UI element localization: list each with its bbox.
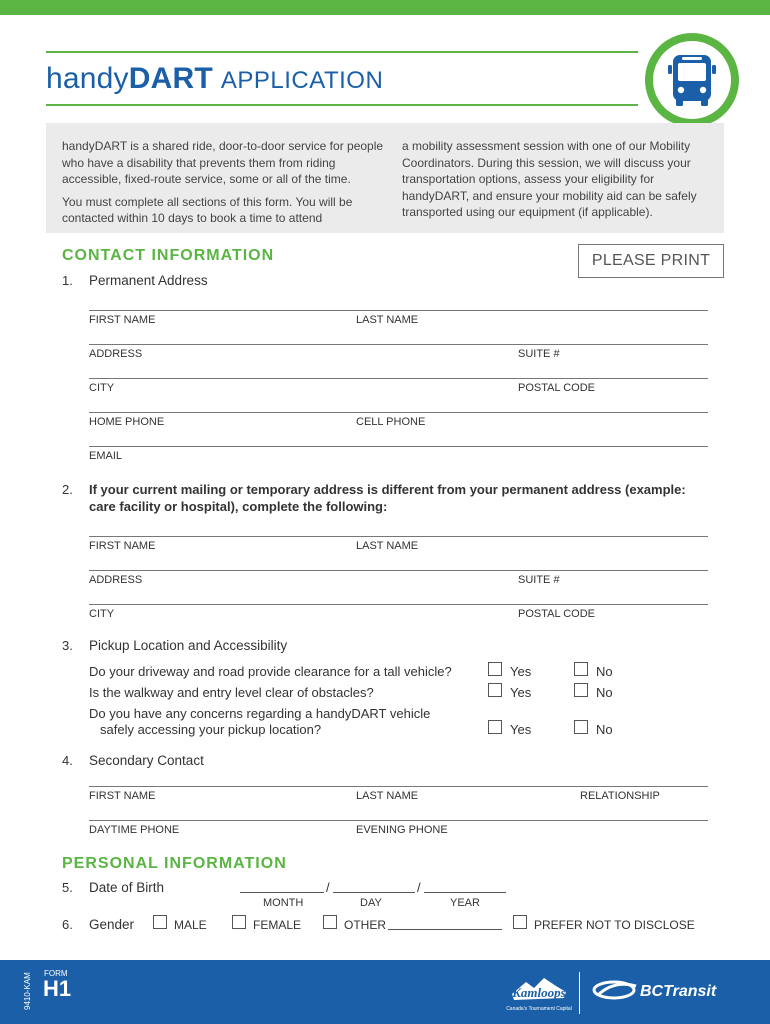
bus-icon xyxy=(653,41,731,119)
q1-suite-label: SUITE # xyxy=(518,348,560,360)
dob-month-field[interactable] xyxy=(240,892,324,893)
contact-heading: CONTACT INFORMATION xyxy=(62,247,275,264)
dob-slash-1: / xyxy=(326,880,330,895)
gender-male-checkbox[interactable] xyxy=(153,915,167,929)
q1-city-label: CITY xyxy=(89,382,115,394)
q1-email-label: EMAIL xyxy=(89,450,123,462)
intro-paragraph-3: a mobility assessment session with one of our Mobility Coordinators. During this session, we will discuss your transportation options, assess your eligibility for handyDART, and ensure your mobility aid can be safely transported using our equipment (if applicable). xyxy=(402,139,697,219)
q1-city-field[interactable] xyxy=(89,378,708,379)
bus-badge xyxy=(645,33,739,127)
q2-address-field[interactable] xyxy=(89,570,708,571)
gender-prefer-not-label: PREFER NOT TO DISCLOSE xyxy=(534,918,695,932)
kamloops-logo-text: Kamloops xyxy=(512,985,566,1000)
q2-city-field[interactable] xyxy=(89,604,708,605)
q3-clearance-yes-label: Yes xyxy=(510,664,532,679)
q2-city-label: CITY xyxy=(89,608,115,620)
q3-question-walkway: Is the walkway and entry level clear of obstacles? xyxy=(89,685,374,700)
q3-question-concerns-line1: Do you have any concerns regarding a handyDART vehicle xyxy=(89,706,431,721)
q3-title: Pickup Location and Accessibility xyxy=(89,638,288,653)
q2-title: If your current mailing or temporary address is different from your permanent address (example: care facility or hospital), complete the following: xyxy=(89,482,686,514)
kamloops-tagline: Canada's Tournament Capital xyxy=(506,1006,572,1012)
q2-address-label: ADDRESS xyxy=(89,574,143,586)
personal-heading: PERSONAL INFORMATION xyxy=(62,855,287,872)
title-brand-bold: DART xyxy=(128,62,213,95)
q3-walkway-yes-checkbox[interactable] xyxy=(488,683,502,697)
q4-evening-phone-label: EVENING PHONE xyxy=(356,824,448,836)
q3-walkway-yes-label: Yes xyxy=(510,685,532,700)
title-brand-light: handy xyxy=(46,62,129,95)
q3-concerns-no-checkbox[interactable] xyxy=(574,720,588,734)
q2-postal-label: POSTAL CODE xyxy=(518,608,596,620)
q1-phone-field[interactable] xyxy=(89,412,708,413)
gender-female-checkbox[interactable] xyxy=(232,915,246,929)
intro-left-column xyxy=(62,138,392,233)
q1-email-field[interactable] xyxy=(89,446,708,447)
q1-home-phone-label: HOME PHONE xyxy=(89,416,165,428)
bctransit-logo xyxy=(592,976,734,1006)
q2-first-name-label: FIRST NAME xyxy=(89,540,156,552)
q1-address-field[interactable] xyxy=(89,344,708,345)
gender-prefer-not-checkbox[interactable] xyxy=(513,915,527,929)
q6-number: 6. xyxy=(62,917,73,932)
q4-name-field[interactable] xyxy=(89,786,708,787)
gender-other-label: OTHER xyxy=(344,918,386,932)
q3-concerns-yes-label: Yes xyxy=(510,722,532,737)
q1-first-name-field[interactable] xyxy=(89,310,708,311)
q2-first-name-field[interactable] xyxy=(89,536,708,537)
dob-day-label: DAY xyxy=(360,897,382,909)
please-print-box: PLEASE PRINT xyxy=(578,244,724,278)
q4-title: Secondary Contact xyxy=(89,753,204,768)
bctransit-logo-text: BCTransit xyxy=(640,983,717,1000)
intro-paragraph-2: You must complete all sections of this form. You will be contacted within 10 days to book a time to attend xyxy=(62,194,353,225)
intro-box xyxy=(46,123,724,233)
gender-male-label: MALE xyxy=(174,918,207,932)
dob-slash-2: / xyxy=(417,880,421,895)
kamloops-logo xyxy=(504,972,574,1016)
q3-walkway-no-label: No xyxy=(596,685,613,700)
title-suffix: APPLICATION xyxy=(220,67,384,94)
q4-first-name-label: FIRST NAME xyxy=(89,790,156,802)
q5-number: 5. xyxy=(62,880,73,895)
q1-first-name-label: FIRST NAME xyxy=(89,314,156,326)
form-label: FORM xyxy=(44,969,68,978)
dob-year-field[interactable] xyxy=(424,892,506,893)
top-accent-bar xyxy=(0,0,770,15)
q2-last-name-label: LAST NAME xyxy=(356,540,419,552)
page-title xyxy=(46,62,383,96)
q1-cell-phone-label: CELL PHONE xyxy=(356,416,426,428)
q1-title: Permanent Address xyxy=(89,273,208,288)
dob-year-label: YEAR xyxy=(450,897,480,909)
q4-phone-field[interactable] xyxy=(89,820,708,821)
q4-relationship-label: RELATIONSHIP xyxy=(580,790,660,802)
dob-day-field[interactable] xyxy=(333,892,415,893)
q2-suite-label: SUITE # xyxy=(518,574,560,586)
form-code: H1 xyxy=(43,976,72,1001)
q6-title: Gender xyxy=(89,917,135,932)
q1-postal-label: POSTAL CODE xyxy=(518,382,596,394)
q3-clearance-no-checkbox[interactable] xyxy=(574,662,588,676)
q3-clearance-no-label: No xyxy=(596,664,613,679)
q3-number: 3. xyxy=(62,638,73,653)
q3-question-concerns-line2: safely accessing your pickup location? xyxy=(100,722,322,737)
q4-number: 4. xyxy=(62,753,73,768)
gender-other-field[interactable] xyxy=(388,929,502,930)
q2-number: 2. xyxy=(62,482,73,497)
q3-clearance-yes-checkbox[interactable] xyxy=(488,662,502,676)
q5-title: Date of Birth xyxy=(89,880,165,895)
q3-question-clearance: Do your driveway and road provide clearance for a tall vehicle? xyxy=(89,664,452,679)
q1-last-name-label: LAST NAME xyxy=(356,314,419,326)
intro-right-column xyxy=(402,138,712,227)
title-rule-top xyxy=(46,51,638,53)
q3-concerns-no-label: No xyxy=(596,722,613,737)
q3-concerns-yes-checkbox[interactable] xyxy=(488,720,502,734)
dob-month-label: MONTH xyxy=(263,897,304,909)
title-rule-bottom xyxy=(46,104,638,106)
gender-other-checkbox[interactable] xyxy=(323,915,337,929)
gender-female-label: FEMALE xyxy=(253,918,302,932)
q3-walkway-no-checkbox[interactable] xyxy=(574,683,588,697)
footer-divider xyxy=(579,972,580,1014)
q4-last-name-label: LAST NAME xyxy=(356,790,419,802)
intro-paragraph-1: handyDART is a shared ride, door-to-door service for people who have a disability that prevents them from riding accessible, fixed-route service, some or all of the time. xyxy=(62,139,384,186)
q1-address-label: ADDRESS xyxy=(89,348,143,360)
print-code: 9410-KAM xyxy=(23,972,32,1010)
q4-daytime-phone-label: DAYTIME PHONE xyxy=(89,824,180,836)
footer-bar xyxy=(0,960,770,1024)
q1-number: 1. xyxy=(62,273,73,288)
